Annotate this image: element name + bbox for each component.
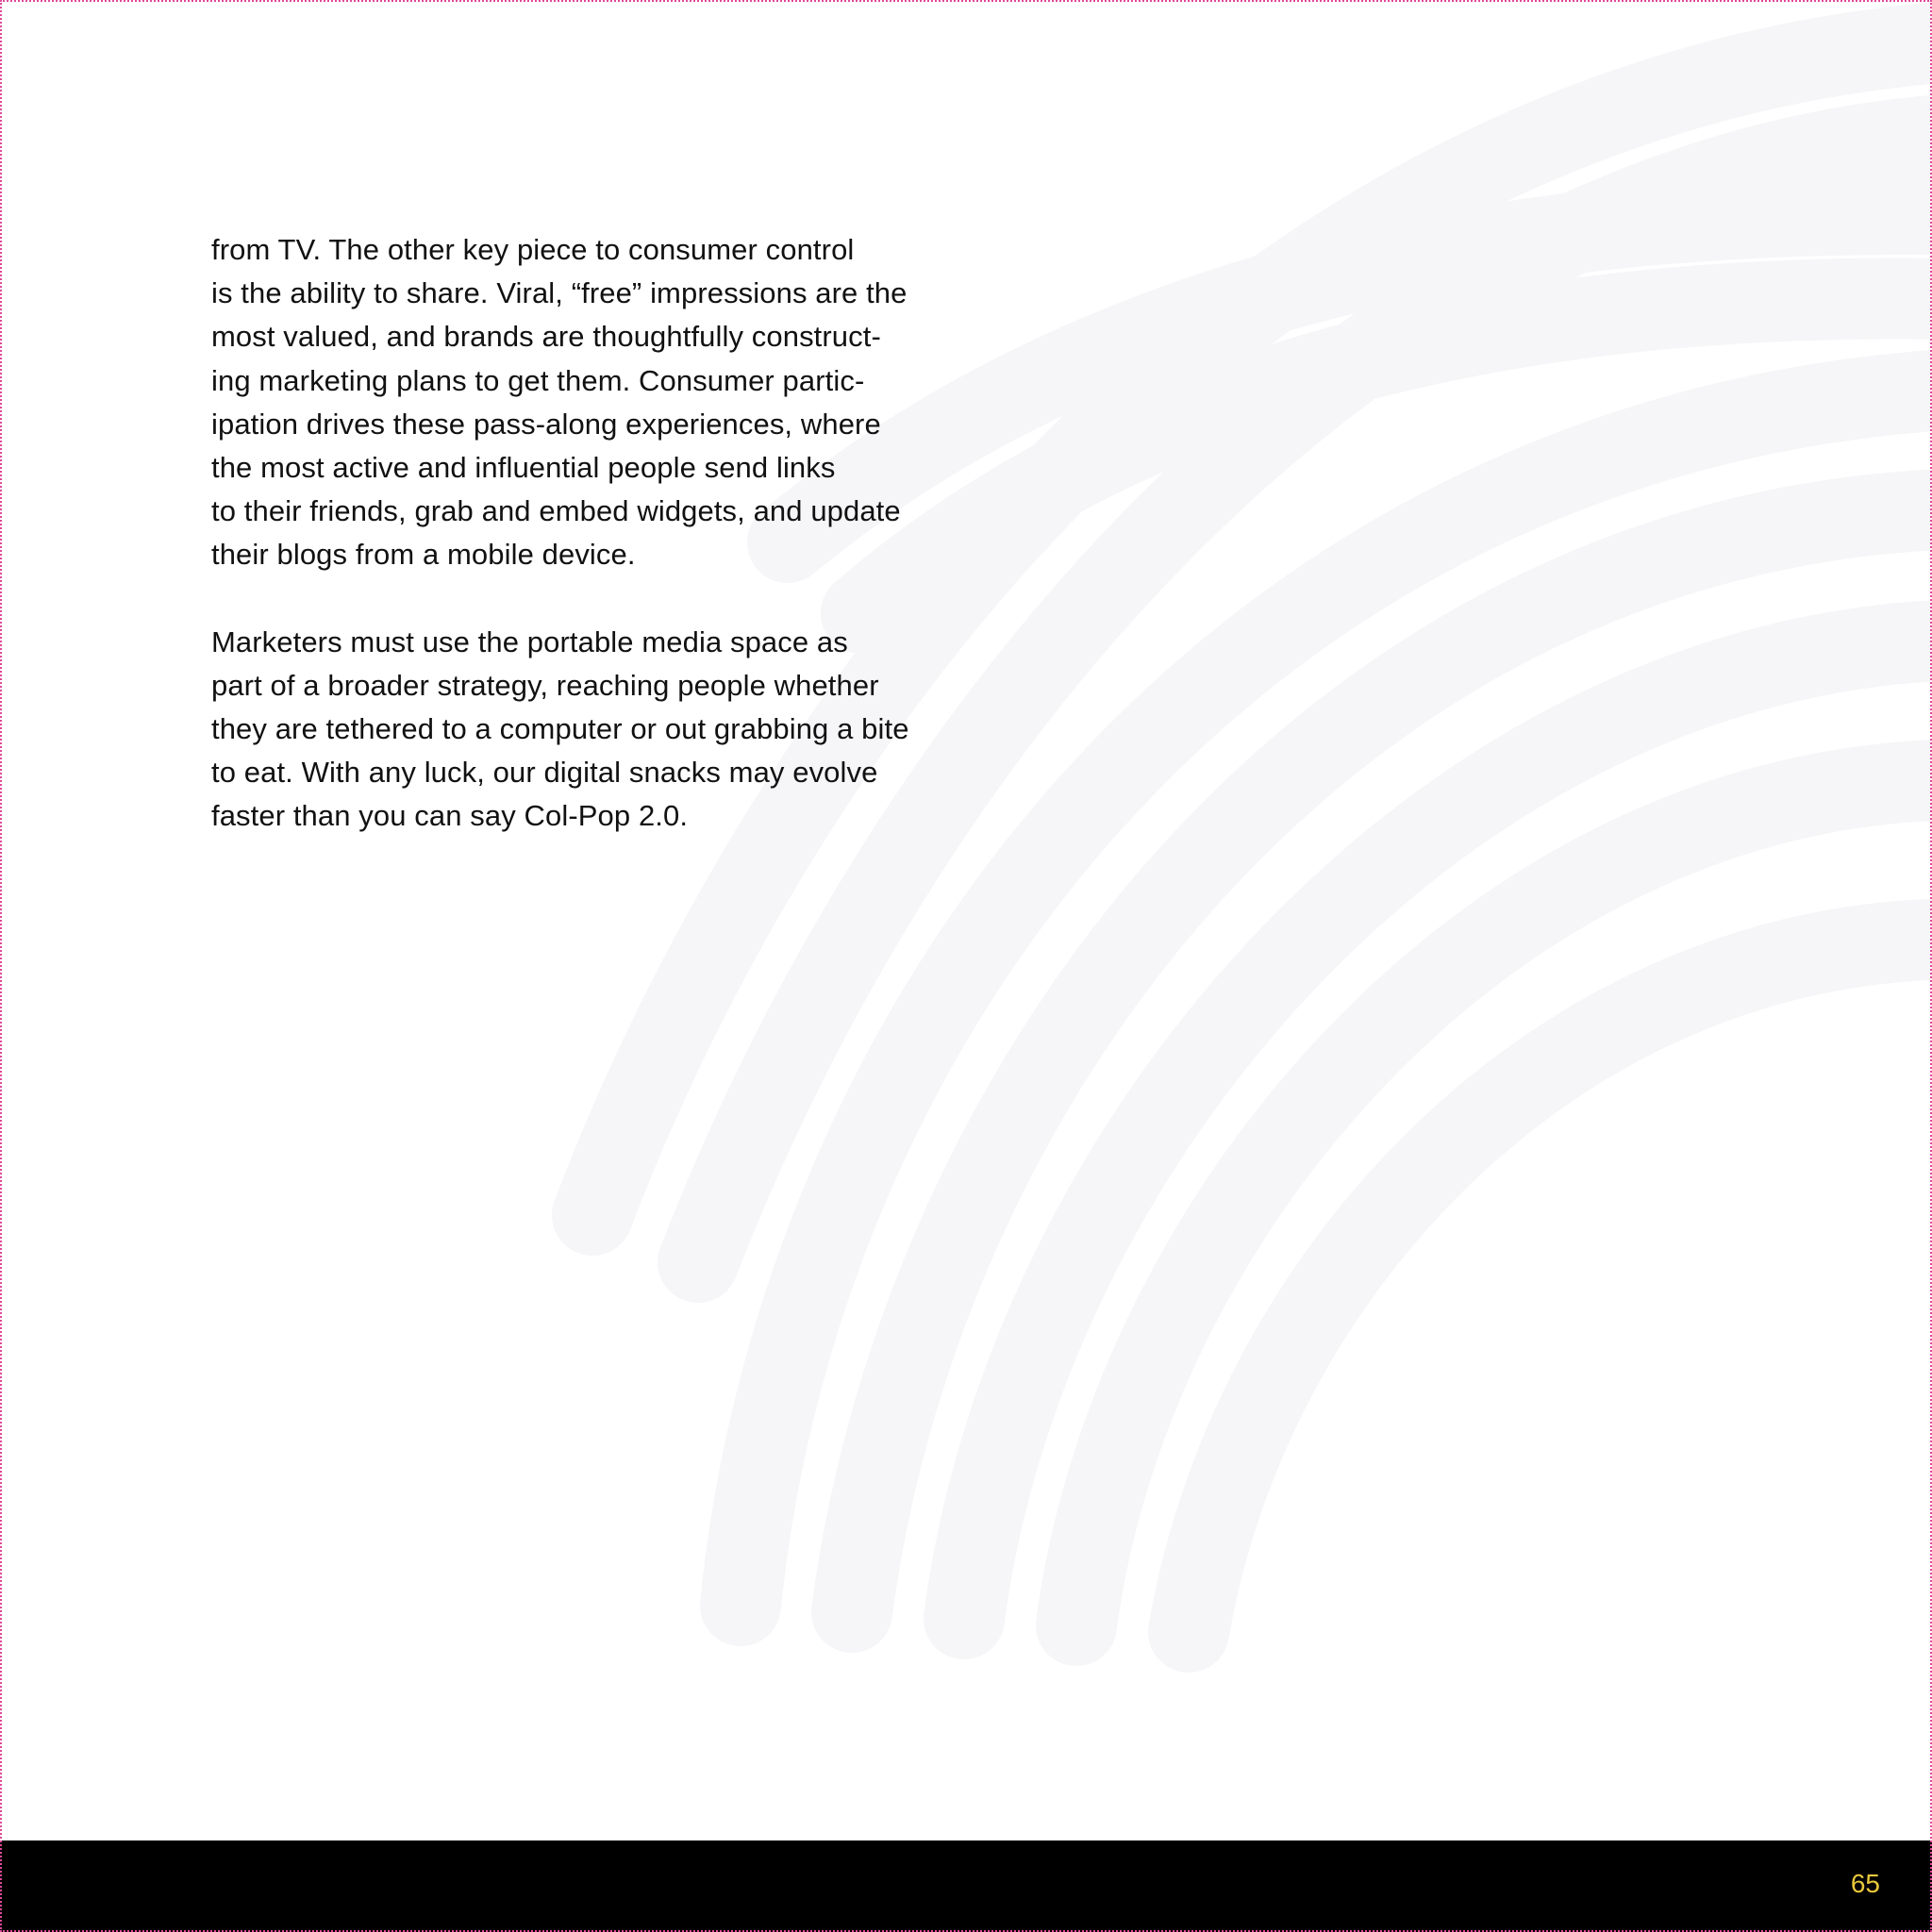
text-line: the most active and influential people send links <box>211 451 836 485</box>
text-line: is the ability to share. Viral, “free” impressions are the <box>211 276 908 310</box>
text-line: ing marketing plans to get them. Consumer partic- <box>211 363 865 397</box>
decorative-arc-9 <box>1189 939 1932 1632</box>
text-line: Marketers must use the portable media space as <box>211 625 848 658</box>
text-line: they are tethered to a computer or out grabbing a bite <box>211 712 909 746</box>
paragraph-2 <box>211 621 966 839</box>
page-number: 65 <box>1850 1869 1880 1898</box>
text-line: to eat. With any luck, our digital snacks may evolve <box>211 756 878 790</box>
body-text <box>211 228 966 839</box>
text-line: faster than you can say Col-Pop 2.0. <box>211 799 689 833</box>
text-line: to their friends, grab and embed widgets, and update <box>211 494 901 528</box>
text-line: part of a broader strategy, reaching people whether <box>211 668 879 702</box>
text-line: their blogs from a mobile device. <box>211 538 636 572</box>
text-line: ipation drives these pass-along experiences, where <box>211 407 881 441</box>
text-line: most valued, and brands are thoughtfully construct- <box>211 320 881 354</box>
text-line: from TV. The other key piece to consumer control <box>211 233 855 266</box>
paragraph-1 <box>211 228 966 577</box>
footer-bar <box>0 1840 1932 1932</box>
